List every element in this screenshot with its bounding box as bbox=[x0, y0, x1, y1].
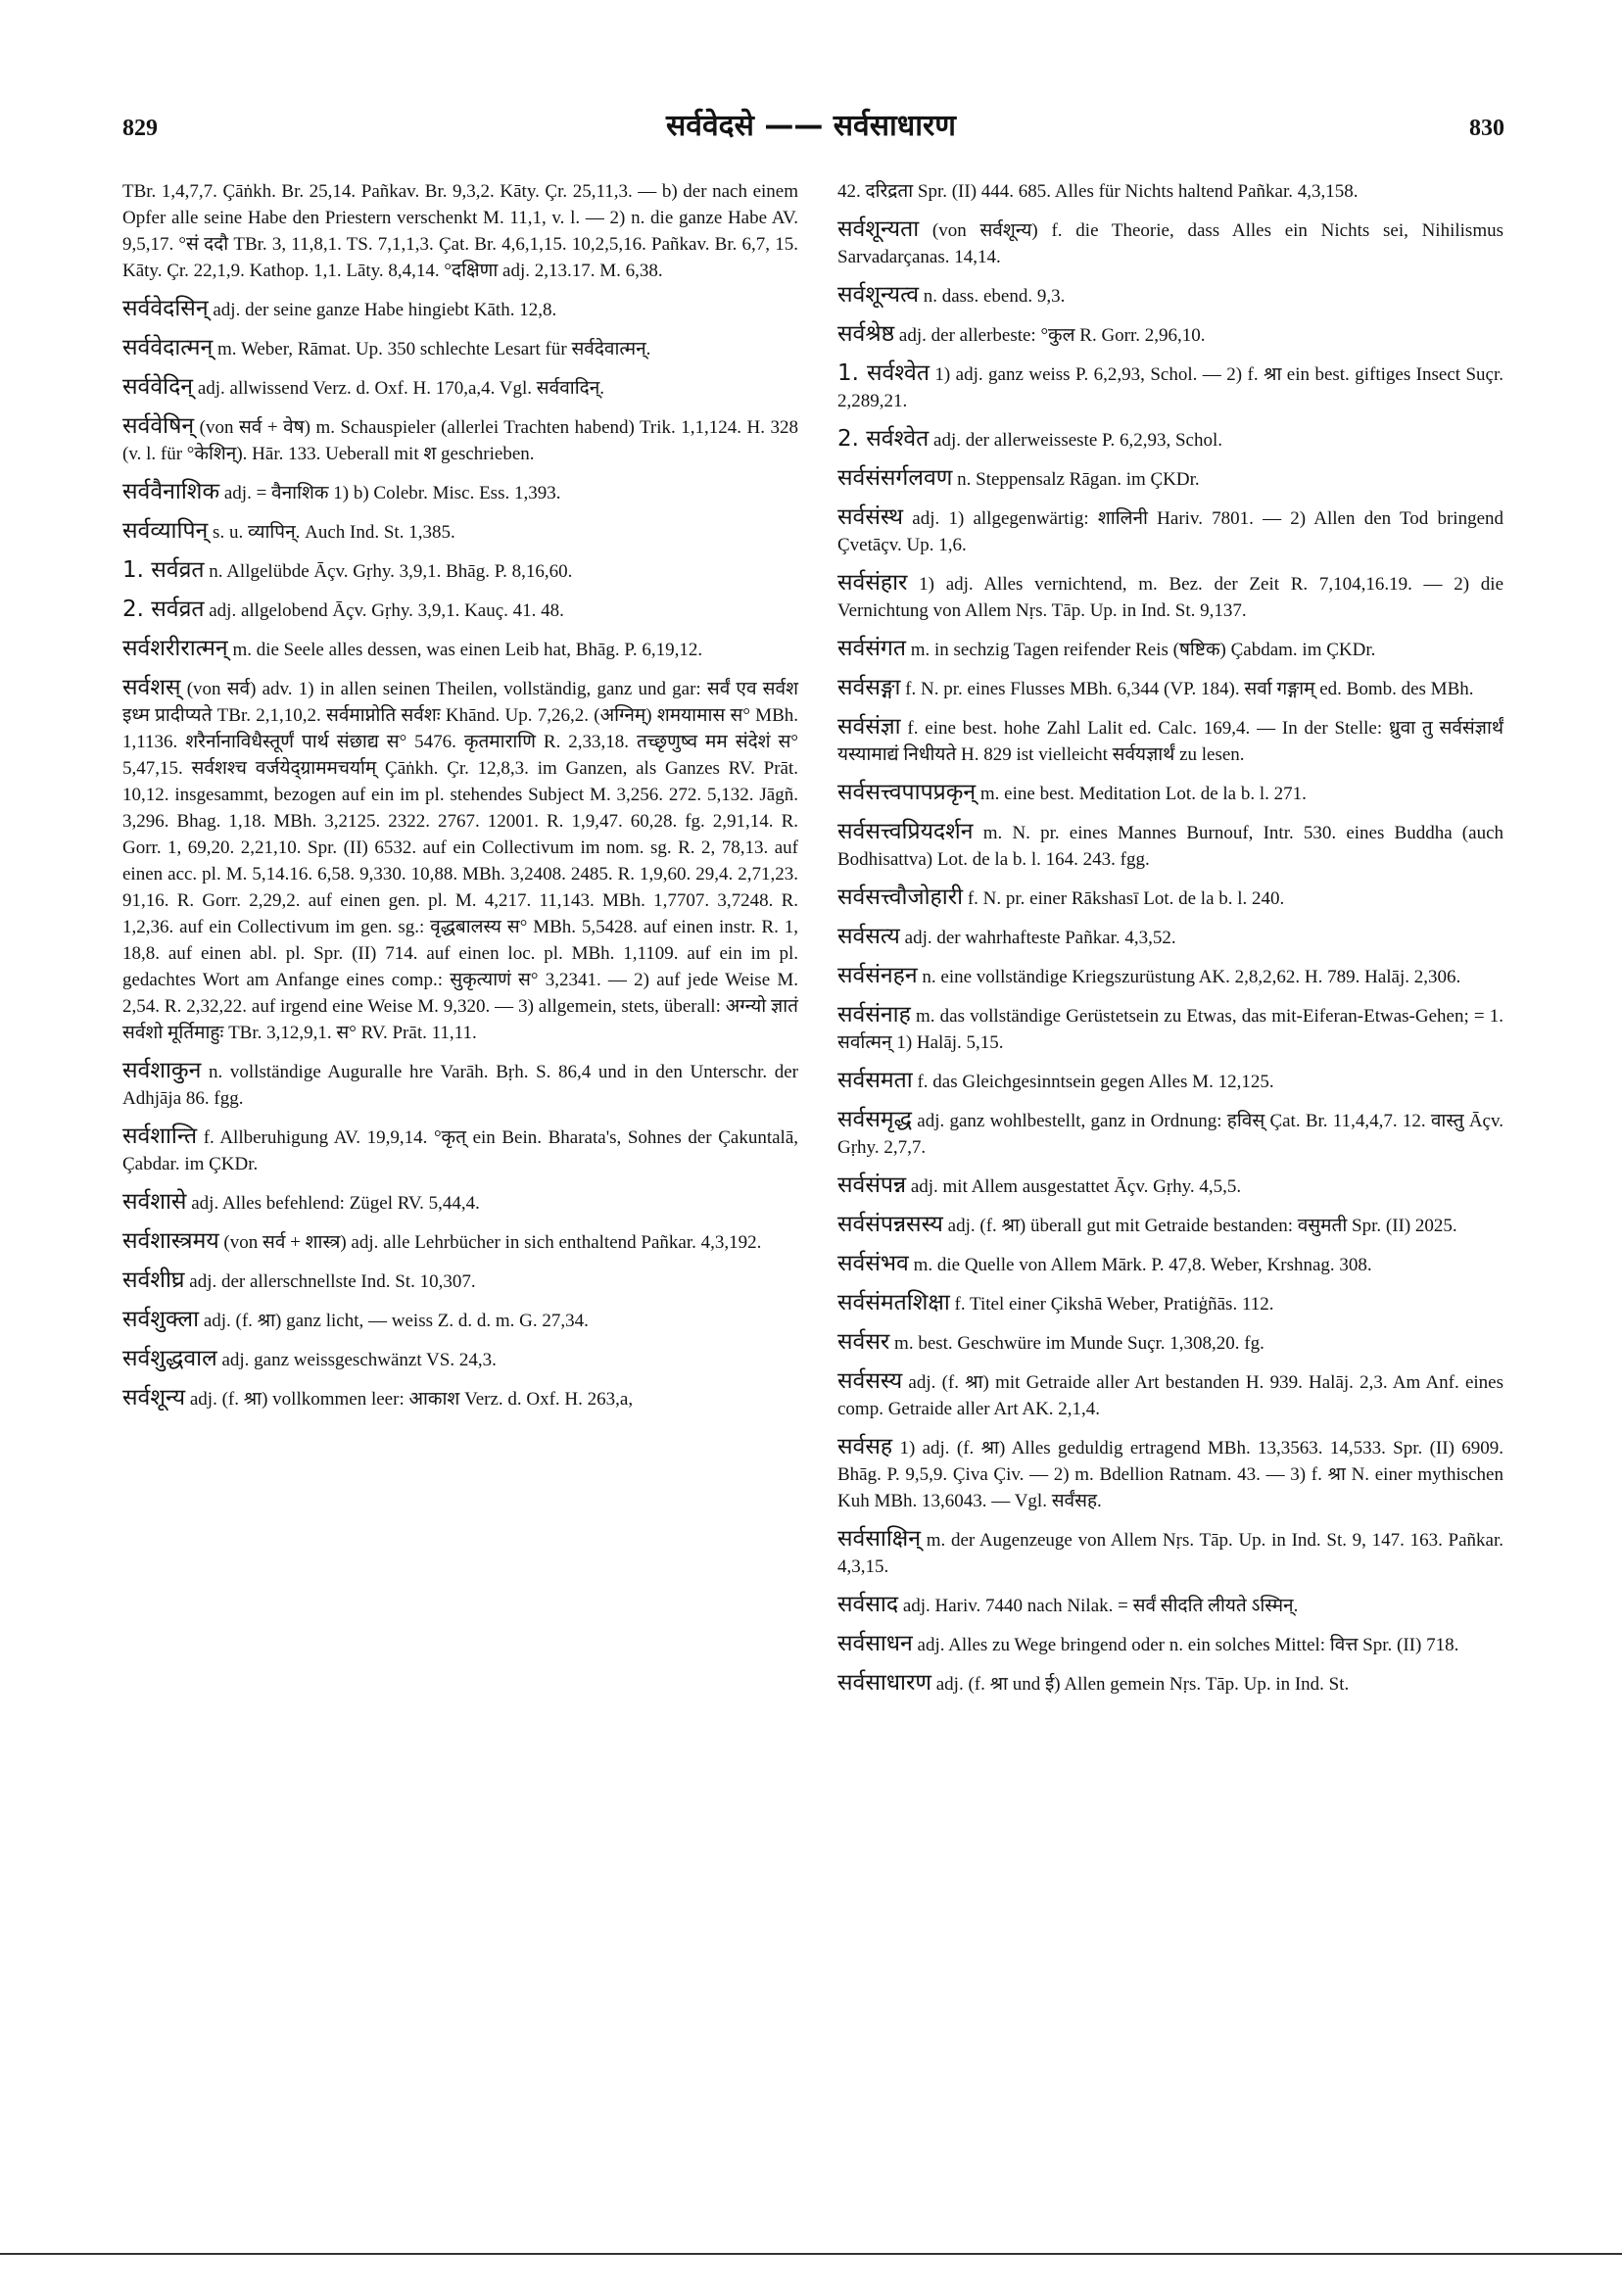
dictionary-entry bbox=[837, 1434, 1503, 1514]
entry-headword: सर्ववेदात्मन् bbox=[122, 335, 214, 360]
footer-rule bbox=[0, 2253, 1622, 2255]
entry-definition: adj. (f. श्रा) ganz licht, — weiss Z. d. d. m. G. 27,34. bbox=[203, 1311, 589, 1331]
dictionary-entry bbox=[122, 636, 798, 663]
entry-headword: सर्वसंनाह bbox=[837, 1002, 911, 1028]
entry-headword: सर्वशुक्ला bbox=[122, 1307, 200, 1332]
entry-headword: सर्वसंहार bbox=[837, 570, 908, 596]
dictionary-entry bbox=[837, 1329, 1503, 1357]
dictionary-entry bbox=[837, 1526, 1503, 1580]
entry-definition: s. u. व्यापिन्. Auch Ind. St. 1,385. bbox=[213, 522, 455, 543]
dictionary-entry bbox=[837, 1107, 1503, 1161]
dictionary-entry bbox=[122, 518, 798, 546]
entry-headword: सर्वसमता bbox=[837, 1068, 913, 1093]
dictionary-entry bbox=[122, 1307, 798, 1334]
entry-headword: सर्वसंभव bbox=[837, 1251, 909, 1276]
entry-definition: m. das vollständige Gerüstetsein zu Etwas, das mit-Eiferan-Etwas-Gehen; = 1. सर्वात्मन् 1) Halāj. 5,15. bbox=[837, 1006, 1503, 1053]
entry-definition: (von सर्व + शास्त्र) adj. alle Lehrbücher in sich enthaltend Pañkar. 4,3,192. bbox=[223, 1232, 762, 1253]
dictionary-entry bbox=[837, 282, 1503, 310]
dictionary-entry bbox=[837, 636, 1503, 663]
dictionary-entry bbox=[837, 1212, 1503, 1239]
entry-headword: सर्वसमृद्ध bbox=[837, 1107, 913, 1132]
entry-headword: सर्वसंपन्नसस्य bbox=[837, 1212, 943, 1237]
entry-headword: सर्वसस्य bbox=[837, 1368, 903, 1394]
entry-definition: adj. der allerbeste: °कुल R. Gorr. 2,96,10. bbox=[898, 325, 1206, 346]
dictionary-entry bbox=[837, 819, 1503, 873]
entry-definition: adj. allwissend Verz. d. Oxf. H. 170,a,4. Vgl. सर्ववादिन्. bbox=[197, 378, 605, 399]
entry-headword: सर्वसत्त्वप्रियदर्शन bbox=[837, 819, 974, 844]
entry-headword: सर्वसंपन्न bbox=[837, 1172, 907, 1198]
page-number-right: 830 bbox=[1469, 116, 1504, 141]
entry-headword: सर्वशून्यता bbox=[837, 216, 920, 242]
dictionary-entry bbox=[837, 216, 1503, 270]
entry-definition: adj. der seine ganze Habe hingiebt Kāth. 12,8. bbox=[213, 300, 557, 320]
entry-definition: adj. = वैनाशिक 1) b) Colebr. Misc. Ess. 1,393. bbox=[223, 483, 561, 503]
entry-definition: adj. allgelobend Āçv. Gṛhy. 3,9,1. Kauç. 41. 48. bbox=[209, 600, 564, 621]
entry-headword: सर्वशुद्धवाल bbox=[122, 1346, 217, 1371]
entry-definition: n. eine vollständige Kriegszurüstung AK. 2,8,2,62. H. 789. Halāj. 2,306. bbox=[922, 967, 1461, 987]
entry-definition: adj. Alles zu Wege bringend oder n. ein solches Mittel: वित्त Spr. (II) 718. bbox=[917, 1635, 1459, 1655]
dictionary-entry bbox=[837, 1251, 1503, 1278]
page-number-left: 829 bbox=[122, 116, 158, 141]
dictionary-entry bbox=[837, 1631, 1503, 1658]
entry-headword: 2. सर्वश्वेत bbox=[837, 426, 930, 452]
entry-definition: 1) adj. (f. श्रा) Alles geduldig ertragend MBh. 13,3563. 14,533. Spr. (II) 6909. Bhāg. P. 9,5,9. Çiva Çiv. — 2) m. Bdellion Ratnam. 43. — 3) f. श्रा N. einer mythischen Kuh MBh. 13,6043. — Vgl. सर्वंसह. bbox=[837, 1438, 1503, 1511]
entry-headword: सर्वसत्त्वपापप्रकृन् bbox=[837, 780, 977, 805]
entry-definition: adj. der allerschnellste Ind. St. 10,307. bbox=[189, 1271, 476, 1292]
entry-definition: m. die Quelle von Allem Mārk. P. 47,8. Weber, Krshnag. 308. bbox=[913, 1255, 1372, 1275]
entry-definition: adj. (f. श्रा) überall gut mit Getraide bestanden: वसुमती Spr. (II) 2025. bbox=[947, 1216, 1457, 1236]
entry-headword: सर्वशून्य bbox=[122, 1385, 186, 1411]
entry-definition: m. der Augenzeuge von Allem Nṛs. Tāp. Up. in Ind. St. 9, 147. 163. Pañkar. 4,3,15. bbox=[837, 1530, 1503, 1577]
dictionary-entry bbox=[122, 1058, 798, 1112]
entry-headword: सर्वशून्यत्व bbox=[837, 282, 919, 308]
entry-headword: सर्वसंमतशिक्षा bbox=[837, 1290, 950, 1315]
dictionary-entry bbox=[122, 597, 798, 624]
entry-definition: adj. 1) allgegenwärtig: शालिनी Hariv. 7801. — 2) Allen den Tod bringend Çvetāçv. Up. 1,6. bbox=[837, 508, 1504, 555]
dictionary-entry bbox=[837, 885, 1503, 912]
entry-headword: सर्ववेदसिन् bbox=[122, 296, 209, 321]
entry-headword: सर्वसंस्थ bbox=[837, 504, 904, 530]
entry-headword: सर्वशस् bbox=[122, 675, 181, 700]
entry-definition: n. vollständige Auguralle hre Varāh. Bṛh. S. 86,4 und in den Unterschr. der Adhjāja 86. fgg. bbox=[122, 1062, 799, 1109]
dictionary-entry bbox=[122, 1228, 798, 1256]
dictionary-entry bbox=[837, 426, 1503, 454]
entry-headword: सर्वसंनहन bbox=[837, 963, 918, 988]
entry-definition: m. in sechzig Tagen reifender Reis (षष्टिक) Çabdam. im ÇKDr. bbox=[910, 640, 1376, 660]
dictionary-entry bbox=[122, 1385, 798, 1412]
entry-headword: सर्ववैनाशिक bbox=[122, 479, 220, 504]
dictionary-entry bbox=[122, 1268, 798, 1295]
entry-definition: f. N. pr. einer Rākshasī Lot. de la b. l. 240. bbox=[967, 888, 1285, 909]
dictionary-entry bbox=[122, 675, 798, 1046]
dictionary-entry bbox=[837, 360, 1503, 414]
entry-headword: सर्वसत्य bbox=[837, 924, 900, 949]
running-title: सर्ववेदसे —— सर्वसाधारण bbox=[666, 109, 956, 143]
entry-headword: सर्वसंगत bbox=[837, 636, 906, 661]
entry-headword: 1. सर्वव्रत bbox=[122, 557, 205, 583]
dictionary-entry bbox=[837, 1172, 1503, 1200]
entry-definition: m. Weber, Rāmat. Up. 350 schlechte Lesart für सर्वदेवात्मन्. bbox=[217, 339, 651, 359]
entry-headword: सर्वशाकुन bbox=[122, 1058, 202, 1083]
entry-headword: सर्वसह bbox=[837, 1434, 893, 1459]
dictionary-entry bbox=[837, 321, 1503, 349]
entry-definition: TBr. 1,4,7,7. Çāṅkh. Br. 25,14. Pañkav. Br. 9,3,2. Kāty. Çr. 25,11,3. — b) der nach einem Opfer alle seine Habe den Priestern verschenkt M. 11,1, v. l. — 2) n. die ganze Habe AV. 9,5,17. °सं ददौ TBr. 3, 11,8,1. TS. 7,1,1,3. Çat. Br. 4,6,1,15. 10,2,5,16. Pañkav. Br. 6,7, 15. Kāty. Çr. 22,1,9. Kathop. 1,1. Lāty. 8,4,14. °दक्षिणा adj. 2,13.17. M. 6,38. bbox=[122, 181, 798, 281]
entry-headword: सर्वसंज्ञा bbox=[837, 714, 901, 740]
right-column bbox=[837, 178, 1503, 1709]
entry-definition: n. Steppensalz Rāgan. im ÇKDr. bbox=[957, 469, 1200, 490]
dictionary-entry bbox=[837, 780, 1503, 807]
entry-definition: adj. mit Allem ausgestattet Āçv. Gṛhy. 4,5,5. bbox=[910, 1176, 1242, 1197]
dictionary-entry bbox=[837, 570, 1503, 624]
dictionary-entry bbox=[837, 1290, 1503, 1317]
dictionary-entry bbox=[837, 963, 1503, 990]
entry-definition: adj. der allerweisseste P. 6,2,93, Schol. bbox=[933, 430, 1222, 451]
dictionary-entry bbox=[122, 1124, 798, 1177]
dictionary-entry bbox=[122, 1346, 798, 1373]
dictionary-entry bbox=[122, 374, 798, 402]
entry-headword: सर्वसाधारण bbox=[837, 1670, 931, 1696]
dictionary-entry bbox=[837, 465, 1503, 493]
entry-headword: सर्वव्यापिन् bbox=[122, 518, 209, 544]
page-header bbox=[0, 0, 1622, 147]
entry-definition: adj. (f. श्रा) mit Getraide aller Art bestanden H. 939. Halāj. 2,3. Am Anf. eines comp. Getraide aller Art AK. 2,1,4. bbox=[837, 1372, 1504, 1419]
entry-definition: f. Allberuhigung AV. 19,9,14. °कृत् ein Bein. Bharata's, Sohnes der Çakuntalā, Çabdar. im ÇKDr. bbox=[122, 1127, 799, 1174]
entry-definition: (von सर्वशून्य) f. die Theorie, dass Alles ein Nichts sei, Nihilismus Sarvadarçanas. 14,14. bbox=[837, 220, 1503, 267]
dictionary-entry bbox=[122, 479, 798, 506]
entry-headword: 2. सर्वव्रत bbox=[122, 597, 205, 622]
entry-headword: सर्वशरीरात्मन् bbox=[122, 636, 228, 661]
dictionary-entry bbox=[122, 335, 798, 362]
left-column bbox=[122, 178, 798, 1424]
entry-headword: सर्वशान्ति bbox=[122, 1124, 198, 1149]
entry-headword: सर्वसाक्षिन् bbox=[837, 1526, 922, 1552]
entry-definition: n. dass. ebend. 9,3. bbox=[923, 286, 1066, 307]
entry-headword: सर्वसाद bbox=[837, 1592, 899, 1617]
entry-definition: adj. ganz wohlbestellt, ganz in Ordnung: हविस् Çat. Br. 11,4,4,7. 12. वास्तु Āçv. Gṛhy. 2,7,7. bbox=[837, 1111, 1503, 1158]
entry-definition: m. eine best. Meditation Lot. de la b. l. 271. bbox=[979, 784, 1307, 804]
dictionary-entry bbox=[837, 924, 1503, 951]
entry-definition: (von सर्व) adv. 1) in allen seinen Theilen, vollständig, ganz und gar: सर्वं एव सर्वश इध्म प्रादीप्यते TBr. 2,1,10,2. सर्वमाप्नोति सर्वशः Khānd. Up. 7,26,2. (अग्निम्) शमयामास स° MBh. 1,1136. शरैर्नानाविधैस्तूर्णं पार्थ संछाद्य स° 5476. कृतमाराणि R. 2,33,18. तच्छृणुष्व मम संदेशं स° 5,47,15. सर्वशश्च वर्जयेद्ग्राममचर्याम् Çāṅkh. Çr. 12,8,3. im Ganzen, als Ganzes RV. Prāt. 10,12. insgesammt, bezogen auf ein im pl. stehendes Subject M. 3,256. 272. 5,132. Jāgñ. 3,296. Bhag. 1,18. MBh. 3,2125. 2322. 2767. 12001. R. 1,9,47. 60,28. fg. 2,91,14. R. Gorr. 1, 69,20. 2,21,10. Spr. (II) 6532. auf ein Collectivum im nom. sg. R. 2, 78,13. auf einen acc. pl. M. 5,14.16. 6,58. 9,330. 10,88. MBh. 3,2408. 2485. R. 1,9,60. 29,4. 2,71,23. 91,16. R. Gorr. 2,29,2. auf einen gen. pl. M. 4,217. 11,143. MBh. 1,7707. 3,7248. R. 1,2,36. auf ein Collectivum im gen. sg.: वृद्धबालस्य स° MBh. 5,5428. auf einen instr. R. 1, 18,8. auf einen abl. pl. Spr. (II) 714. auf einen loc. pl. MBh. 1,1109. auf ein im pl. gedachtes Wort am Anfange eines comp.: सुकृत्याणं स° 3,2341. — 2) auf jede Weise M. 2,54. R. 2,32,22. auf irgend eine Weise M. 9,320. — 3) allgemein, stets, überall: अग्न्यो ज्ञातं सर्वशो मूर्तिमाहुः TBr. 3,12,9,1. स° RV. Prāt. 11,11. bbox=[122, 679, 799, 1043]
dictionary-entry bbox=[837, 1592, 1503, 1619]
entry-definition: adj. Hariv. 7440 nach Nilak. = सर्वं सीदति लीयते ऽस्मिन्. bbox=[902, 1596, 1299, 1616]
entry-definition: (von सर्व + वेष) m. Schauspieler (allerlei Trachten habend) Trik. 1,1,124. H. 328 (v. l. für °केशिन्). Hār. 133. Ueberall mit श geschrieben. bbox=[122, 417, 798, 464]
entry-headword: सर्वसर bbox=[837, 1329, 890, 1355]
dictionary-entry bbox=[837, 1368, 1503, 1422]
entry-headword: सर्वसाधन bbox=[837, 1631, 913, 1656]
dictionary-entry bbox=[837, 1670, 1503, 1698]
entry-definition: adj. der wahrhafteste Pañkar. 4,3,52. bbox=[904, 928, 1176, 948]
entry-definition: f. N. pr. eines Flusses MBh. 6,344 (VP. 184). सर्वा गङ्गाम् ed. Bomb. des MBh. bbox=[905, 679, 1474, 699]
dictionary-entry bbox=[837, 1068, 1503, 1095]
entry-headword: सर्वशीघ्र bbox=[122, 1268, 185, 1293]
dictionary-entry bbox=[837, 1002, 1503, 1056]
entry-definition: adj. Alles befehlend: Zügel RV. 5,44,4. bbox=[191, 1193, 480, 1214]
entry-definition: adj. (f. श्रा und ई) Allen gemein Nṛs. Tāp. Up. in Ind. St. bbox=[935, 1674, 1350, 1695]
entry-definition: adj. ganz weissgeschwänzt VS. 24,3. bbox=[221, 1350, 497, 1370]
dictionary-entry bbox=[837, 178, 1503, 205]
entry-headword: सर्वसत्त्वौजोहारी bbox=[837, 885, 964, 910]
dictionary-entry bbox=[122, 413, 798, 467]
entry-headword: सर्वसंसर्गलवण bbox=[837, 465, 953, 491]
entry-definition: 1) adj. Alles vernichtend, m. Bez. der Zeit R. 7,104,16.19. — 2) die Vernichtung von Allem Nṛs. Tāp. Up. in Ind. St. 9,137. bbox=[837, 574, 1503, 621]
entry-definition: f. eine best. hohe Zahl Lalit ed. Calc. 169,4. — In der Stelle: ध्रुवा तु सर्वसंज्ञार्थं यस्यामाद्यं निधीयते H. 829 ist vielleicht सर्वयज्ञार्थं zu lesen. bbox=[837, 718, 1504, 765]
dictionary-entry bbox=[837, 675, 1503, 702]
entry-headword: सर्वशास्त्रमय bbox=[122, 1228, 219, 1254]
entry-headword: 1. सर्वश्वेत bbox=[837, 360, 930, 386]
entry-definition: 42. दरिद्रता Spr. (II) 444. 685. Alles für Nichts haltend Pañkar. 4,3,158. bbox=[837, 181, 1359, 202]
dictionary-entry bbox=[122, 296, 798, 323]
entry-definition: adj. (f. श्रा) vollkommen leer: आकाश Verz. d. Oxf. H. 263,a, bbox=[189, 1389, 634, 1410]
entry-definition: 1) adj. ganz weiss P. 6,2,93, Schol. — 2) f. श्रा ein best. giftiges Insect Suçr. 2,289,21. bbox=[837, 364, 1503, 411]
dictionary-entry bbox=[837, 504, 1503, 558]
entry-definition: m. best. Geschwüre im Munde Suçr. 1,308,20. fg. bbox=[894, 1333, 1264, 1354]
dictionary-entry bbox=[122, 178, 798, 284]
dictionary-entry bbox=[122, 557, 798, 585]
entry-definition: f. das Gleichgesinntsein gegen Alles M. 12,125. bbox=[917, 1072, 1274, 1092]
entry-headword: सर्वसङ्गा bbox=[837, 675, 901, 700]
dictionary-entry bbox=[837, 714, 1503, 768]
entry-headword: सर्वश्रेष्ठ bbox=[837, 321, 895, 347]
entry-definition: m. die Seele alles dessen, was einen Leib hat, Bhāg. P. 6,19,12. bbox=[232, 640, 703, 660]
entry-headword: सर्ववेषिन् bbox=[122, 413, 195, 439]
entry-headword: सर्ववेदिन् bbox=[122, 374, 194, 400]
entry-definition: f. Titel einer Çikshā Weber, Pratiģñās. 112. bbox=[954, 1294, 1274, 1315]
entry-definition: m. N. pr. eines Mannes Burnouf, Intr. 530. eines Buddha (auch Bodhisattva) Lot. de la b. l. 164. 243. fgg. bbox=[837, 823, 1504, 870]
entry-definition: n. Allgelübde Āçv. Gṛhy. 3,9,1. Bhāg. P. 8,16,60. bbox=[209, 561, 573, 582]
entry-headword: सर्वशासे bbox=[122, 1189, 187, 1215]
dictionary-entry bbox=[122, 1189, 798, 1217]
